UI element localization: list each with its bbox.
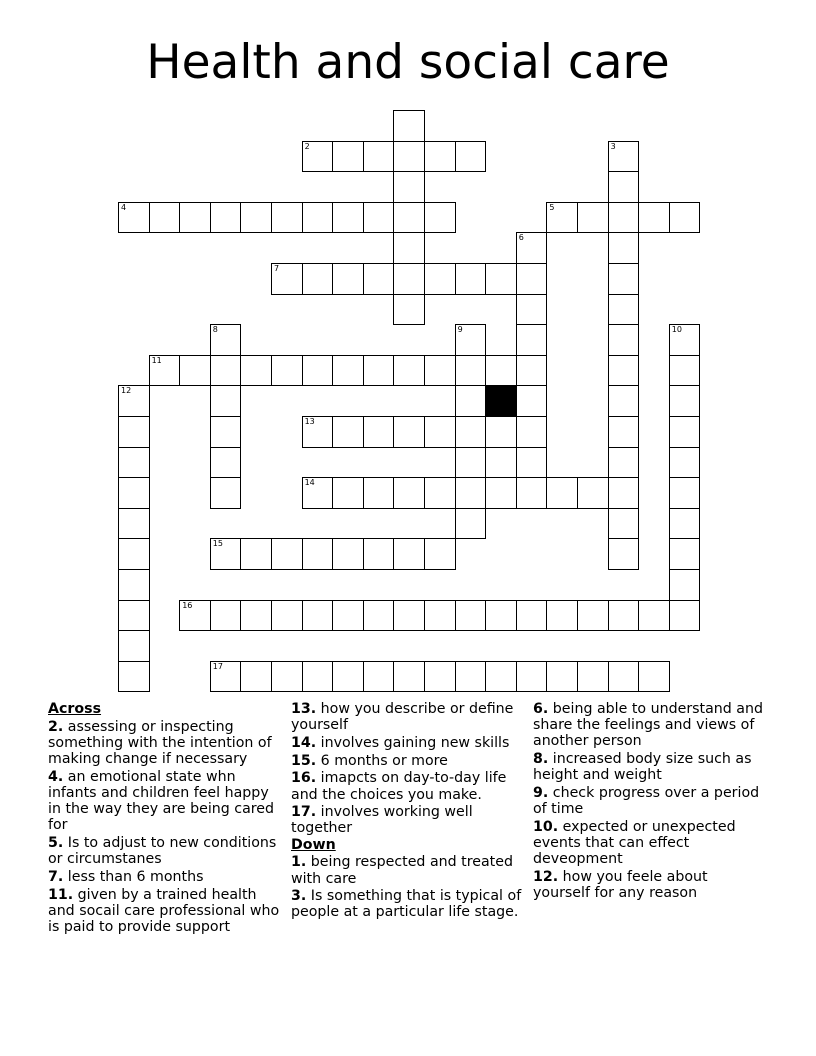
grid-cell[interactable] bbox=[455, 661, 487, 693]
grid-cell[interactable] bbox=[516, 355, 548, 387]
clues-column-1 bbox=[48, 701, 283, 935]
clue-down-3: 3. Is something that is typical of people at a particular life stage. bbox=[291, 888, 522, 921]
grid-cell[interactable] bbox=[608, 263, 640, 295]
grid-cell[interactable] bbox=[424, 263, 456, 295]
clue-across-15: 15. 6 months or more bbox=[291, 752, 448, 769]
grid-cell[interactable] bbox=[669, 569, 701, 601]
clue-number: 8 bbox=[212, 325, 218, 335]
grid-cell[interactable] bbox=[302, 202, 334, 234]
grid-cell[interactable] bbox=[271, 538, 303, 570]
grid-cell[interactable] bbox=[118, 385, 150, 417]
grid-cell[interactable] bbox=[240, 355, 272, 387]
grid-cell[interactable] bbox=[608, 385, 640, 417]
grid-cell[interactable] bbox=[271, 263, 303, 295]
grid-cell[interactable] bbox=[516, 600, 548, 632]
grid-cell[interactable] bbox=[393, 171, 425, 203]
grid-cell[interactable] bbox=[577, 661, 609, 693]
grid-cell[interactable] bbox=[332, 263, 364, 295]
clue-number: 2 bbox=[304, 141, 310, 151]
grid-cell[interactable] bbox=[271, 202, 303, 234]
across-header: Across bbox=[48, 701, 102, 717]
grid-cell[interactable] bbox=[363, 355, 395, 387]
grid-cell[interactable] bbox=[302, 355, 334, 387]
puzzle-title: Health and social care bbox=[146, 35, 670, 90]
grid-cell[interactable] bbox=[638, 661, 670, 693]
clue-down-8: 8. increased body size such as height and weight bbox=[533, 751, 752, 784]
grid-cell[interactable] bbox=[424, 477, 456, 509]
grid-cell[interactable] bbox=[302, 661, 334, 693]
grid-cell[interactable] bbox=[210, 661, 242, 693]
grid-cell[interactable] bbox=[516, 263, 548, 295]
grid-cell[interactable] bbox=[516, 324, 548, 356]
grid-cell[interactable] bbox=[424, 141, 456, 173]
grid-cell[interactable] bbox=[240, 600, 272, 632]
grid-cell[interactable] bbox=[118, 661, 150, 693]
grid-cell[interactable] bbox=[455, 355, 487, 387]
clue-down-6: 6. being able to understand and share the feelings and views of another person bbox=[533, 701, 763, 750]
grid-cell[interactable] bbox=[577, 600, 609, 632]
grid-cell[interactable] bbox=[240, 661, 272, 693]
grid-cell[interactable] bbox=[271, 355, 303, 387]
clue-down-12: 12. how you feele about yourself for any reason bbox=[533, 869, 708, 902]
grid-cell[interactable] bbox=[608, 324, 640, 356]
grid-cell[interactable] bbox=[485, 477, 517, 509]
grid-cell[interactable] bbox=[302, 477, 334, 509]
grid-cell[interactable] bbox=[669, 508, 701, 540]
grid-cell[interactable] bbox=[608, 477, 640, 509]
grid-cell[interactable] bbox=[546, 661, 578, 693]
grid-cell[interactable] bbox=[485, 263, 517, 295]
grid-cell[interactable] bbox=[302, 141, 334, 173]
grid-cell[interactable] bbox=[332, 477, 364, 509]
grid-cell[interactable] bbox=[332, 600, 364, 632]
grid-cell[interactable] bbox=[363, 477, 395, 509]
clue-number: 3 bbox=[610, 141, 616, 151]
clue-across-7: 7. less than 6 months bbox=[48, 869, 204, 886]
grid-cell[interactable] bbox=[210, 538, 242, 570]
grid-cell[interactable] bbox=[332, 141, 364, 173]
grid-cell[interactable] bbox=[210, 477, 242, 509]
grid-cell[interactable] bbox=[424, 600, 456, 632]
clue-number: 12 bbox=[121, 386, 132, 396]
grid-cell[interactable] bbox=[424, 538, 456, 570]
down-header: Down bbox=[291, 836, 336, 853]
clue-number: 6 bbox=[518, 233, 524, 243]
grid-cell[interactable] bbox=[516, 294, 548, 326]
grid-cell[interactable] bbox=[669, 447, 701, 479]
clue-number: 15 bbox=[212, 539, 223, 549]
grid-cell[interactable] bbox=[240, 202, 272, 234]
grid-cell[interactable] bbox=[393, 294, 425, 326]
grid-cell[interactable] bbox=[179, 600, 211, 632]
clues-column-3 bbox=[533, 701, 768, 901]
grid-cell[interactable] bbox=[393, 202, 425, 234]
grid-cell[interactable] bbox=[455, 600, 487, 632]
clue-down-9: 9. check progress over a period of time bbox=[533, 785, 760, 818]
grid-cell[interactable] bbox=[393, 141, 425, 173]
clue-across-14: 14. involves gaining new skills bbox=[291, 734, 510, 751]
grid-cell[interactable] bbox=[332, 661, 364, 693]
grid-cell[interactable] bbox=[363, 141, 395, 173]
grid-cell[interactable] bbox=[638, 202, 670, 234]
grid-cell[interactable] bbox=[363, 600, 395, 632]
grid-cell[interactable] bbox=[393, 477, 425, 509]
grid-cell[interactable] bbox=[608, 141, 640, 173]
grid-cell[interactable] bbox=[302, 263, 334, 295]
grid-cell[interactable] bbox=[485, 661, 517, 693]
grid-cell[interactable] bbox=[608, 538, 640, 570]
grid-cell[interactable] bbox=[302, 416, 334, 448]
grid-cell[interactable] bbox=[302, 538, 334, 570]
grid-cell[interactable] bbox=[669, 324, 701, 356]
grid-cell[interactable] bbox=[455, 141, 487, 173]
grid-cell[interactable] bbox=[669, 477, 701, 509]
grid-cell[interactable] bbox=[271, 661, 303, 693]
grid-cell[interactable] bbox=[577, 477, 609, 509]
grid-cell[interactable] bbox=[485, 355, 517, 387]
grid-cell[interactable] bbox=[516, 232, 548, 264]
grid-cell[interactable] bbox=[608, 294, 640, 326]
grid-cell[interactable] bbox=[393, 538, 425, 570]
grid-cell[interactable] bbox=[210, 355, 242, 387]
grid-cell[interactable] bbox=[332, 202, 364, 234]
grid-cell[interactable] bbox=[516, 447, 548, 479]
clues-column-2 bbox=[291, 701, 526, 921]
grid-cell[interactable] bbox=[608, 232, 640, 264]
clue-across-2: 2. assessing or inspecting something with the intention of making change if necessary bbox=[48, 718, 272, 768]
grid-cell[interactable] bbox=[669, 385, 701, 417]
grid-cell[interactable] bbox=[455, 324, 487, 356]
grid-cell[interactable] bbox=[608, 202, 640, 234]
grid-cell[interactable] bbox=[516, 661, 548, 693]
clue-number: 7 bbox=[274, 264, 280, 273]
grid-cell[interactable] bbox=[393, 355, 425, 387]
clue-number: 4 bbox=[121, 202, 127, 212]
grid-cell[interactable] bbox=[669, 538, 701, 570]
grid-cell[interactable] bbox=[455, 416, 487, 448]
clue-number: 11 bbox=[151, 355, 162, 365]
grid-cell[interactable] bbox=[608, 355, 640, 387]
grid-cell[interactable] bbox=[363, 263, 395, 295]
grid-cell[interactable] bbox=[332, 538, 364, 570]
grid-cell[interactable] bbox=[118, 416, 150, 448]
grid-cell[interactable] bbox=[118, 630, 150, 662]
grid-cell[interactable] bbox=[424, 202, 456, 234]
grid-cell[interactable] bbox=[516, 385, 548, 417]
grid-cell[interactable] bbox=[271, 600, 303, 632]
grid-cell[interactable] bbox=[393, 263, 425, 295]
grid-cell[interactable] bbox=[546, 600, 578, 632]
clue-across-11: 11. given by a trained health and socail care professional who is paid to provide support bbox=[48, 886, 280, 936]
grid-cell[interactable] bbox=[363, 538, 395, 570]
grid-cell[interactable] bbox=[363, 661, 395, 693]
grid-cell[interactable] bbox=[393, 416, 425, 448]
grid-cell[interactable] bbox=[210, 447, 242, 479]
grid-cell[interactable] bbox=[608, 508, 640, 540]
grid-cell[interactable] bbox=[485, 600, 517, 632]
grid-cell[interactable] bbox=[669, 600, 701, 632]
grid-cell[interactable] bbox=[608, 416, 640, 448]
grid-cell[interactable] bbox=[393, 110, 425, 142]
grid-cell[interactable] bbox=[393, 232, 425, 264]
clue-across-17: 17. involves working well together bbox=[291, 804, 473, 837]
grid-cell[interactable] bbox=[424, 416, 456, 448]
grid-cell[interactable] bbox=[455, 385, 487, 417]
grid-cell[interactable] bbox=[210, 324, 242, 356]
grid-cell[interactable] bbox=[455, 508, 487, 540]
grid-cell[interactable] bbox=[608, 171, 640, 203]
grid-cell[interactable] bbox=[393, 661, 425, 693]
grid-cell[interactable] bbox=[546, 477, 578, 509]
grid-cell[interactable] bbox=[363, 202, 395, 234]
grid-cell[interactable] bbox=[608, 447, 640, 479]
shaded-cell bbox=[485, 385, 517, 417]
grid-cell[interactable] bbox=[608, 600, 640, 632]
grid-cell[interactable] bbox=[149, 355, 181, 387]
grid-cell[interactable] bbox=[455, 263, 487, 295]
grid-cell[interactable] bbox=[179, 355, 211, 387]
grid-cell[interactable] bbox=[608, 661, 640, 693]
clue-across-4: 4. an emotional state whn infants and children feel happy in the way they are being cared for bbox=[48, 768, 275, 834]
grid-cell[interactable] bbox=[118, 600, 150, 632]
grid-cell[interactable] bbox=[240, 538, 272, 570]
clue-across-16: 16. imapcts on day-to-day life and the choices you make. bbox=[291, 770, 507, 803]
grid-cell[interactable] bbox=[210, 416, 242, 448]
grid-cell[interactable] bbox=[118, 569, 150, 601]
grid-cell[interactable] bbox=[455, 477, 487, 509]
clue-down-1: 1. being respected and treated with care bbox=[291, 854, 513, 887]
grid-cell[interactable] bbox=[210, 202, 242, 234]
grid-cell[interactable] bbox=[210, 385, 242, 417]
grid-cell[interactable] bbox=[516, 477, 548, 509]
grid-cell[interactable] bbox=[455, 447, 487, 479]
grid-cell[interactable] bbox=[149, 202, 181, 234]
clue-across-5: 5. Is to adjust to new conditions or circumstanes bbox=[48, 835, 277, 868]
grid-cell[interactable] bbox=[669, 202, 701, 234]
grid-cell[interactable] bbox=[424, 355, 456, 387]
clue-number: 9 bbox=[457, 325, 463, 335]
grid-cell[interactable] bbox=[118, 538, 150, 570]
grid-cell[interactable] bbox=[485, 416, 517, 448]
clue-number: 10 bbox=[671, 325, 682, 335]
clue-number: 16 bbox=[182, 600, 193, 610]
grid-cell[interactable] bbox=[363, 416, 395, 448]
grid-cell[interactable] bbox=[179, 202, 211, 234]
clue-across-13: 13. how you describe or define yourself bbox=[291, 701, 514, 734]
clue-number: 17 bbox=[212, 661, 223, 671]
clue-number: 5 bbox=[549, 202, 555, 212]
clue-number: 13 bbox=[304, 417, 315, 426]
grid-cell[interactable] bbox=[393, 600, 425, 632]
grid-cell[interactable] bbox=[302, 600, 334, 632]
grid-cell[interactable] bbox=[424, 661, 456, 693]
grid-cell[interactable] bbox=[669, 355, 701, 387]
grid-cell[interactable] bbox=[516, 416, 548, 448]
grid-cell[interactable] bbox=[669, 416, 701, 448]
grid-cell[interactable] bbox=[332, 355, 364, 387]
grid-cell[interactable] bbox=[118, 202, 150, 234]
grid-cell[interactable] bbox=[118, 447, 150, 479]
grid-cell[interactable] bbox=[210, 600, 242, 632]
grid-cell[interactable] bbox=[332, 416, 364, 448]
grid-cell[interactable] bbox=[577, 202, 609, 234]
grid-cell[interactable] bbox=[118, 508, 150, 540]
grid-cell[interactable] bbox=[118, 477, 150, 509]
clue-number: 14 bbox=[304, 478, 315, 488]
clue-down-10: 10. expected or unexpected events that can effect deveopment bbox=[533, 818, 736, 868]
grid-cell[interactable] bbox=[546, 202, 578, 234]
grid-cell[interactable] bbox=[638, 600, 670, 632]
